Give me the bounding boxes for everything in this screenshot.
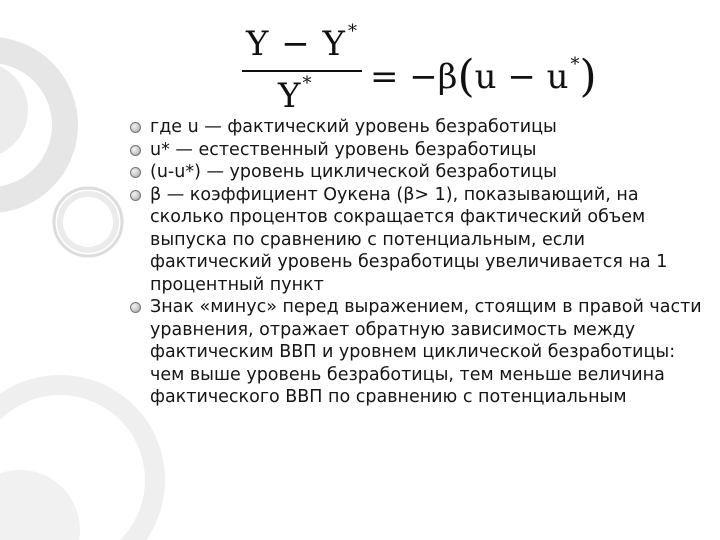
denominator-superscript: * [302, 73, 312, 94]
bullet-icon [130, 167, 141, 178]
decor-ring-small [54, 188, 122, 256]
decor-ring-small-inner [60, 194, 116, 250]
rhs-prefix: = −β [370, 57, 458, 97]
okun-law-formula [236, 18, 596, 116]
rhs-term: u − u [474, 57, 569, 97]
formula-denominator [278, 73, 312, 116]
bullet-text: β — коэффициент Оукена (β> 1), показывающий, на сколько процентов сокращается фактический объем выпуска по сравнению с потенциальным, если фактический уровень безработицы увеличивается на 1 процентный пункт [150, 184, 668, 295]
bullet-item [128, 139, 703, 162]
bullet-text: где u — фактический уровень безработицы [150, 117, 557, 137]
numerator-superscript: * [348, 21, 358, 42]
fraction-bar [242, 70, 362, 72]
formula-right-side [370, 48, 597, 102]
denominator-text: Y [278, 76, 301, 116]
open-paren: ( [457, 51, 475, 102]
bullet-text: (u-u*) — уровень циклической безработицы [150, 162, 557, 182]
bullet-item [128, 161, 703, 184]
bullet-icon [130, 122, 141, 133]
decor-disc-inner [0, 62, 28, 158]
formula-numerator [246, 21, 358, 64]
decor-disc-bottom [0, 470, 80, 540]
rhs-superscript: * [570, 54, 580, 75]
bullet-icon [130, 190, 141, 201]
bullet-text: u* — естественный уровень безработицы [150, 139, 537, 160]
close-paren: ) [579, 51, 597, 102]
bullet-item [128, 116, 703, 139]
bullet-icon [130, 302, 141, 313]
bullet-list [128, 116, 703, 409]
bullet-item [128, 184, 703, 297]
bullet-icon [130, 145, 141, 156]
bullet-text: Знак «минус» перед выражением, стоящим в правой части уравнения, отражает обратную зависимость между фактическим ВВП и уровнем циклической безработицы: чем выше уровень безработицы, тем меньше величина фактического ВВП по сравнению с потенциальным [150, 297, 702, 407]
numerator-text: Y − Y [246, 24, 346, 64]
bullet-item [128, 296, 703, 409]
